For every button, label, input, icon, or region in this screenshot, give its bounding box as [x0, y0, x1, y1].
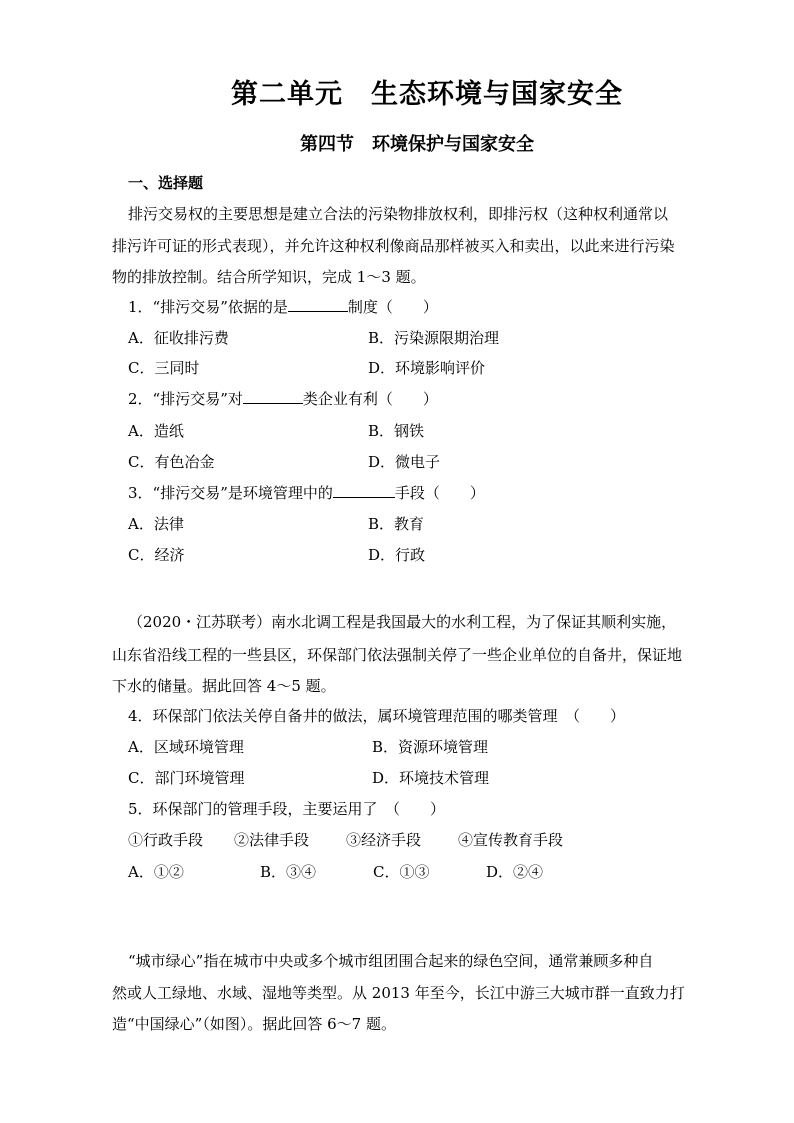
- part-heading: 一、选择题: [128, 174, 204, 192]
- question-5-option-c: C．①③: [373, 863, 430, 881]
- question-5-option-b: B．③④: [260, 863, 317, 881]
- question-4-stem: 4．环保部门依法关停自备井的做法，属环境管理范围的哪类管理 （ ）: [128, 707, 626, 725]
- question-2-stem: [128, 389, 438, 409]
- passage2-line-3: 下水的储量。据此回答 4～5 题。: [112, 677, 336, 695]
- question-4-option-a: A．区域环境管理: [128, 738, 244, 756]
- question-1-option-b: B．污染源限期治理: [368, 329, 500, 347]
- question-1-option-a: A．征收排污费: [128, 329, 229, 347]
- question-2-option-c: C．有色冶金: [128, 453, 215, 471]
- question-3-option-c: C．经济: [128, 546, 185, 564]
- passage3-line-3: 造“中国绿心”（如图）。据此回答 6～7 题。: [112, 1015, 396, 1033]
- question-3-option-a: A．法律: [128, 515, 184, 533]
- question-1-stem-end: 制度（ ）: [347, 298, 438, 316]
- question-4-option-b: B．资源环境管理: [372, 738, 489, 756]
- passage1-line-1: 排污交易权的主要思想是建立合法的污染物排放权利，即排污权（这种权利通常以: [128, 205, 669, 223]
- question-3-stem-start: 3．“排污交易”是环境管理中的: [128, 484, 333, 502]
- question-2-option-b: B．钢铁: [368, 422, 425, 440]
- question-1-option-c: C．三同时: [128, 359, 200, 377]
- question-1-stem-start: 1．“排污交易”依据的是: [128, 298, 288, 316]
- unit-title: 第二单元 生态环境与国家安全: [231, 79, 623, 110]
- passage2-line-2: 山东省沿线工程的一些县区，环保部门依法强制关停了一些企业单位的自备井，保证地: [112, 646, 683, 664]
- question-5-item-3: ③经济手段: [346, 831, 422, 849]
- question-4-option-d: D．环境技术管理: [372, 769, 490, 787]
- question-5-option-d: D．②④: [486, 863, 544, 881]
- question-2-option-d: D．微电子: [368, 453, 441, 471]
- question-1-option-d: D．环境影响评价: [368, 359, 486, 377]
- question-5-stem: 5．环保部门的管理手段，主要运用了 （ ）: [128, 800, 446, 818]
- question-5-item-2: ②法律手段: [234, 831, 310, 849]
- question-2-stem-start: 2．“排污交易”对: [128, 390, 243, 408]
- question-3-stem-end: 手段（ ）: [394, 484, 485, 502]
- question-5-item-4: ④宣传教育手段: [458, 831, 564, 849]
- question-1-stem: [128, 297, 438, 317]
- section-title: 第四节 环境保护与国家安全: [300, 134, 534, 155]
- question-2-stem-end: 类企业有利（ ）: [302, 390, 438, 408]
- passage1-line-2: 排污许可证的形式表现），并允许这种权利像商品那样被买入和卖出，以此来进行污染: [112, 237, 675, 255]
- answer-blank: [243, 389, 303, 404]
- question-2-option-a: A．造纸: [128, 422, 184, 440]
- question-3-stem: [128, 483, 485, 503]
- answer-blank: [333, 483, 395, 498]
- question-3-option-b: B．教育: [368, 515, 425, 533]
- passage3-line-2: 然或人工绿地、水域、湿地等类型。从 2013 年至今，长江中游三大城市群一直致力打: [112, 984, 685, 1002]
- passage1-line-3: 物的排放控制。结合所学知识，完成 1～3 题。: [112, 268, 426, 286]
- question-3-option-d: D．行政: [368, 546, 426, 564]
- question-5-option-a: A．①②: [128, 863, 184, 881]
- passage2-line-1: （2020・江苏联考）南水北调工程是我国最大的水利工程，为了保证其顺利实施，: [128, 613, 677, 631]
- answer-blank: [288, 297, 348, 312]
- question-5-item-1: ①行政手段: [128, 831, 204, 849]
- question-4-option-c: C．部门环境管理: [128, 769, 245, 787]
- passage3-line-1: “城市绿心”指在城市中央或多个城市组团围合起来的绿色空间，通常兼顾多种自: [128, 952, 654, 970]
